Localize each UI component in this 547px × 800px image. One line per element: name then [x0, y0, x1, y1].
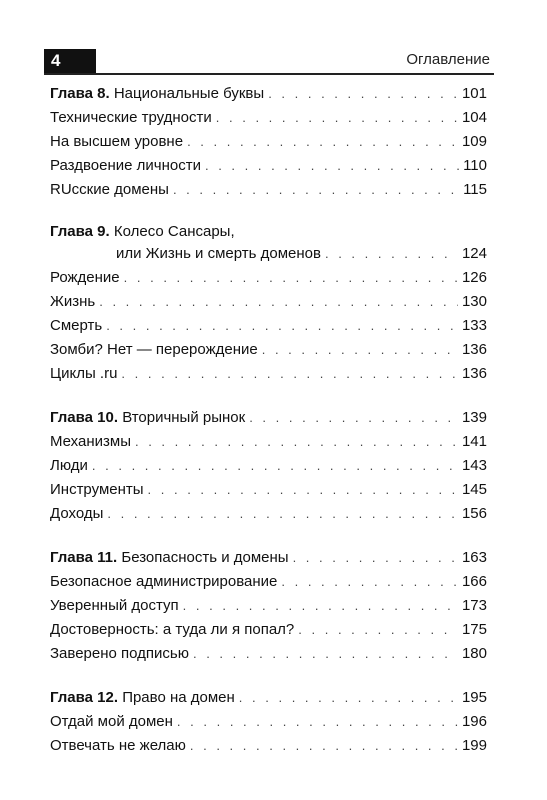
dot-leader — [183, 594, 458, 618]
entry-title: Люди — [50, 457, 88, 474]
entry-title: RUсские домены — [50, 181, 169, 198]
chapter-block — [50, 222, 487, 386]
chapter-block — [50, 82, 487, 202]
chapter-title-text: Вторичный рынок — [122, 409, 246, 426]
entry-title: На высшем уровне — [50, 133, 184, 150]
dot-leader — [205, 154, 459, 178]
page-header — [44, 49, 494, 75]
entry-title: Уверенный доступ — [50, 597, 179, 614]
dot-leader — [293, 546, 458, 570]
dot-leader — [268, 82, 458, 106]
toc-entry[interactable] — [50, 430, 487, 454]
page-number-ref: 196 — [461, 713, 487, 730]
page-number-ref: 115 — [463, 181, 487, 198]
toc-entry[interactable] — [50, 642, 487, 666]
dot-leader — [121, 362, 458, 386]
page-number-ref: 199 — [461, 737, 487, 754]
toc-entry[interactable] — [50, 710, 487, 734]
dot-leader — [124, 266, 458, 290]
chapter-title — [50, 242, 321, 266]
entry-title: Безопасное администрирование — [50, 573, 278, 590]
dot-leader — [216, 106, 458, 130]
page-number-ref: 130 — [461, 293, 487, 310]
page-number-ref: 126 — [461, 269, 487, 286]
dot-leader — [325, 242, 458, 266]
toc-entry[interactable] — [50, 618, 487, 642]
dot-leader — [298, 618, 458, 642]
dot-leader — [92, 454, 458, 478]
page-number-ref: 173 — [461, 597, 487, 614]
dot-leader — [281, 570, 458, 594]
page-number-ref: 109 — [461, 133, 487, 150]
entry-title: Отдай мой домен — [50, 713, 173, 730]
toc-entry[interactable] — [50, 154, 487, 178]
toc-entry[interactable] — [50, 570, 487, 594]
chapter-title-text: или Жизнь и смерть доменов — [116, 245, 321, 262]
entry-title: Раздвоение личности — [50, 157, 201, 174]
toc-entry[interactable] — [50, 502, 487, 526]
table-of-contents — [50, 82, 487, 778]
toc-entry[interactable] — [50, 266, 487, 290]
page-number-ref: 180 — [461, 645, 487, 662]
chapter-block — [50, 686, 487, 758]
page-number-ref: 163 — [461, 549, 487, 566]
page-number-ref: 136 — [461, 341, 487, 358]
chapter-heading[interactable] — [50, 406, 487, 430]
entry-title: Доходы — [50, 505, 104, 522]
chapter-label: Глава 9. — [50, 223, 110, 240]
chapter-heading[interactable] — [50, 546, 487, 570]
chapter-title-text: Безопасность и домены — [121, 549, 289, 566]
dot-leader — [249, 406, 458, 430]
chapter-heading[interactable] — [50, 686, 487, 710]
toc-entry[interactable] — [50, 106, 487, 130]
chapter-title — [50, 546, 289, 570]
dot-leader — [107, 502, 458, 526]
dot-leader — [177, 710, 458, 734]
chapter-title-text: Колесо Сансары, — [113, 223, 235, 240]
chapter-title — [50, 406, 245, 430]
page-number-ref: 136 — [461, 365, 487, 382]
page-number-ref: 133 — [461, 317, 487, 334]
toc-entry[interactable] — [50, 314, 487, 338]
entry-title: Смерть — [50, 317, 103, 334]
toc-entry[interactable] — [50, 594, 487, 618]
chapter-heading[interactable] — [50, 82, 487, 106]
chapter-title — [50, 82, 264, 106]
entry-title: Механизмы — [50, 433, 131, 450]
running-head: Оглавление — [406, 51, 490, 68]
dot-leader — [106, 314, 458, 338]
page-number-ref: 124 — [461, 245, 487, 262]
page-number-ref: 175 — [461, 621, 487, 638]
toc-entry[interactable] — [50, 338, 487, 362]
entry-title: Отвечать не желаю — [50, 737, 186, 754]
toc-entry[interactable] — [50, 178, 487, 202]
toc-entry[interactable] — [50, 734, 487, 758]
page-number-ref: 195 — [461, 689, 487, 706]
toc-entry[interactable] — [50, 130, 487, 154]
chapter-title-text: Право на домен — [122, 689, 235, 706]
dot-leader — [173, 178, 459, 202]
dot-leader — [148, 478, 458, 502]
entry-title: Заверено подписью — [50, 645, 189, 662]
page-number-ref: 166 — [461, 573, 487, 590]
entry-title: Достоверность: а туда ли я попал? — [50, 621, 295, 638]
entry-title: Технические трудности — [50, 109, 212, 126]
toc-entry[interactable] — [50, 290, 487, 314]
page-number-ref: 145 — [461, 481, 487, 498]
entry-title: Рождение — [50, 269, 120, 286]
chapter-label: Глава 8. — [50, 85, 110, 102]
dot-leader — [262, 338, 458, 362]
page-number-ref: 156 — [461, 505, 487, 522]
dot-leader — [99, 290, 458, 314]
chapter-heading[interactable] — [50, 222, 487, 242]
entry-title: Зомби? Нет — перерождение — [50, 341, 258, 358]
page-number-ref: 104 — [461, 109, 487, 126]
chapter-block — [50, 406, 487, 526]
dot-leader — [187, 130, 458, 154]
page-number-ref: 143 — [461, 457, 487, 474]
chapter-label: Глава 10. — [50, 409, 119, 426]
entry-title: Инструменты — [50, 481, 144, 498]
chapter-label: Глава 11. — [50, 549, 118, 566]
toc-entry[interactable] — [50, 478, 487, 502]
dot-leader — [135, 430, 458, 454]
page-number-ref: 141 — [461, 433, 487, 450]
page-number-ref: 139 — [461, 409, 487, 426]
dot-leader — [193, 642, 458, 666]
toc-entry[interactable] — [50, 362, 487, 386]
page-number-ref: 101 — [461, 85, 487, 102]
toc-entry[interactable] — [50, 454, 487, 478]
chapter-label: Глава 12. — [50, 689, 119, 706]
chapter-heading[interactable] — [50, 242, 487, 266]
page-number-ref: 110 — [463, 157, 487, 174]
dot-leader — [190, 734, 458, 758]
chapter-block — [50, 546, 487, 666]
entry-title: Жизнь — [50, 293, 96, 310]
chapter-title-text: Национальные буквы — [113, 85, 265, 102]
chapter-title — [50, 222, 235, 242]
page-number: 4 — [44, 49, 96, 73]
entry-title: Циклы .ru — [50, 365, 118, 382]
chapter-title — [50, 686, 235, 710]
dot-leader — [239, 686, 458, 710]
